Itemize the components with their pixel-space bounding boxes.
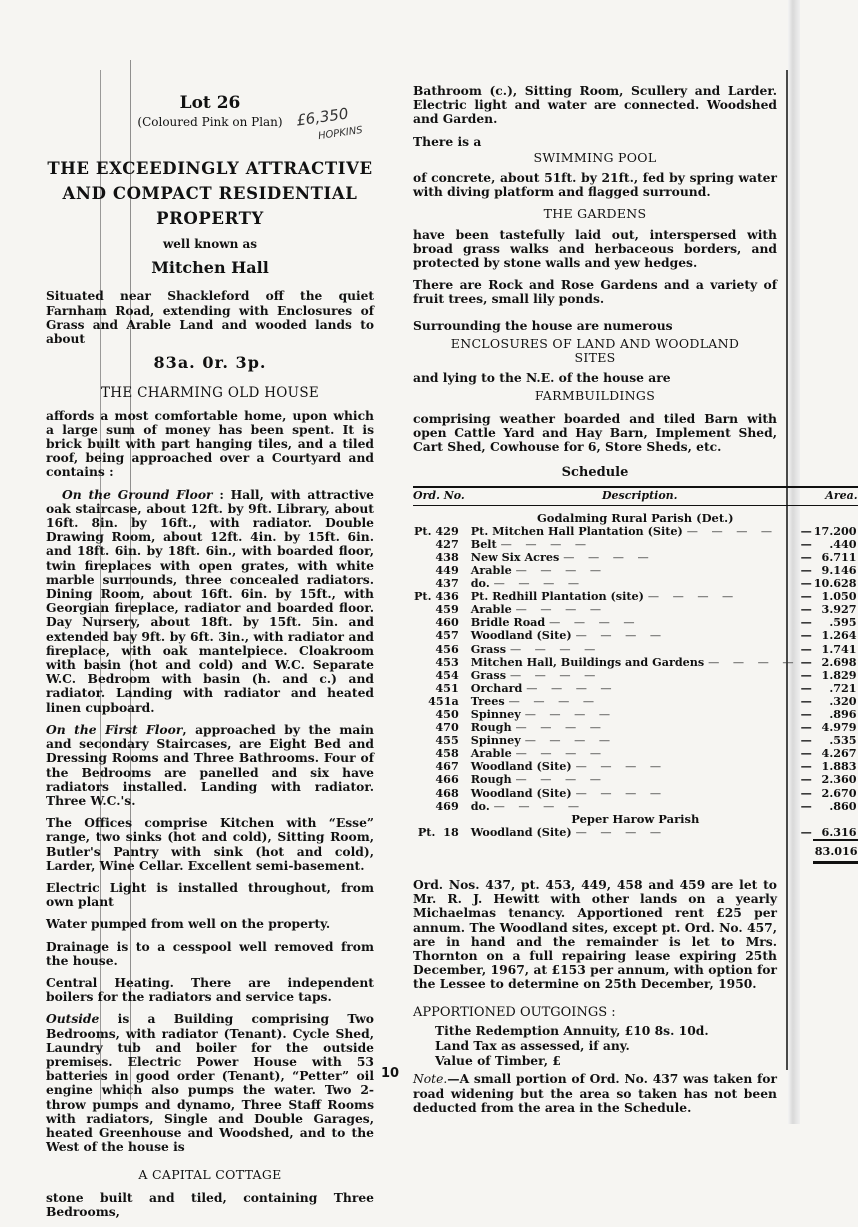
- leader-dashes: — — — —: [508, 694, 600, 708]
- dash-separator: —: [800, 759, 812, 774]
- dash-separator: —: [800, 680, 812, 695]
- ord-no: 449: [435, 562, 459, 577]
- ord-no: 451: [435, 680, 459, 695]
- description: Rough — — — —: [470, 772, 606, 787]
- dash-separator: —: [800, 549, 812, 564]
- area-value: .535: [829, 733, 857, 748]
- leader-dashes: — — — —: [515, 773, 606, 787]
- leader-dashes: — — — —: [493, 799, 585, 813]
- area-value: 2.360: [821, 772, 857, 787]
- area-value: 17.200: [813, 523, 857, 538]
- area-value: 2.670: [821, 785, 857, 800]
- known-as: well known as: [162, 237, 258, 251]
- ord-no: 466: [435, 772, 459, 787]
- leader-dashes: — — — —: [509, 642, 601, 656]
- dash-separator: —: [800, 523, 812, 538]
- ord-no: 455: [435, 733, 459, 748]
- area-value: .595: [829, 615, 857, 630]
- ord-no: 451a: [428, 693, 459, 708]
- headline-line-3: PROPERTY: [156, 209, 264, 228]
- area-value: .440: [829, 536, 857, 551]
- situation-text: Situated near Shackleford off the quiet Farnham Road, extending with Enclosures of Grass and Arable Land and wooded lands to about: [46, 289, 374, 347]
- heating-paragraph: [46, 976, 374, 1004]
- total-area: 83a. 0r. 3p.: [153, 353, 267, 373]
- header-description: Description.: [467, 487, 813, 505]
- area-value: 1.264: [821, 628, 857, 643]
- handwritten-price: £6,350: [295, 104, 350, 130]
- ord-no: 438: [435, 549, 459, 564]
- water-paragraph: [46, 917, 374, 931]
- leader-dashes: — — — —: [526, 681, 617, 695]
- gardens-heading: THE GARDENS: [543, 206, 647, 222]
- enclosures-intro: Surrounding the house are numerous: [413, 317, 673, 333]
- leader-dashes: — — — —: [524, 734, 616, 748]
- dash-separator: —: [800, 798, 812, 813]
- house-intro: affords a most comfortable home, upon which a large sum of money has been spent. It is brick built with part hanging tiles, and a tiled roof, being approached over a Courtyard and contains :: [46, 407, 374, 480]
- outgoing-item: Land Tax as assessed, if any.: [435, 1038, 630, 1054]
- handwritten-buyer: HOPKINS: [317, 124, 364, 143]
- dash-separator: —: [800, 746, 812, 761]
- outside-text: is a Building comprising Two Bedrooms, with radiator (Tenant). Cycle Shed, Laundry tub and boiler for the outside premises. Electric Power House with 53 batteries in good order (Tenant), “Petter” oil engine which also pumps the water. Two 2-throw pumps and dynamo, Three Staff Rooms with radiators, Single and Double Garages, heated Greenhouse and Woodshed, and to the West of the house is: [46, 1011, 374, 1155]
- ord-no: 457: [435, 628, 459, 643]
- ord-no: Pt. 18: [417, 825, 459, 840]
- area-value: 2.698: [821, 654, 857, 669]
- leader-dashes: — — — —: [575, 760, 667, 774]
- headline-line-1: THE EXCEEDINGLY ATTRACTIVE: [47, 159, 373, 178]
- ord-no: 450: [435, 706, 459, 721]
- leader-dashes: — — — —: [515, 563, 607, 577]
- leader-dashes: — — — —: [686, 524, 778, 538]
- leader-dashes: — — — —: [575, 629, 667, 643]
- water-text: pumped from well on the property.: [86, 916, 331, 932]
- leader-dashes: — — — —: [515, 747, 607, 761]
- electric-text: is installed throughout, from own plant: [46, 879, 374, 910]
- outside-paragraph: [46, 1012, 374, 1154]
- description: Spinney — — — —: [470, 733, 616, 748]
- outgoing-item: Tithe Redemption Annuity, £10 8s. 10d.: [435, 1022, 709, 1038]
- cottage-text-continued: Bathroom (c.), Sitting Room, Scullery and Larder. Electric light and water are connected. Woodshed and Garden.: [413, 83, 777, 127]
- description: Woodland (Site) — — — —: [470, 825, 667, 840]
- gardens-text: have been tastefully laid out, interspersed with broad grass walks and herbaceous borders, and protected by stone walls and yew hedges.: [413, 226, 777, 271]
- right-column: [413, 83, 858, 1123]
- area-value: 6.711: [821, 549, 857, 564]
- lot-subtitle: (Coloured Pink on Plan): [137, 115, 283, 129]
- dash-separator: —: [800, 628, 812, 643]
- outside-label: Outside: [46, 1011, 100, 1027]
- pool-heading: SWIMMING POOL: [533, 149, 657, 165]
- dash-separator: —: [800, 785, 812, 800]
- ord-no: Pt. 436: [414, 589, 459, 604]
- parish-heading: Peper Harow Parish: [571, 811, 700, 826]
- description: New Six Acres — — — —: [470, 549, 654, 564]
- description: Orchard — — — —: [470, 680, 617, 695]
- farm-text: comprising weather boarded and tiled Barn with open Cattle Yard and Hay Barn, Implement Shed, Cart Shed, Cowhouse for 6, Store Sheds, etc.: [413, 410, 777, 455]
- area-value: 1.050: [821, 589, 857, 604]
- tenancy-text: Ord. Nos. 437, pt. 453, 449, 458 and 459 are let to Mr. R. J. Hewitt with other lands on a yearly Michaelmas tenancy. Apportioned rent £25 per annum. The Woodland sites, except pt. Ord. No. 457, are in hand and the remainder is let to Mrs. Thornton on a full repairing lease expiring 25th December, 1967, at £153 per annum, with option for the Lessee to determine on 25th December, 1950.: [413, 877, 777, 992]
- note-text: —A small portion of Ord. No. 437 was taken for road widening but the area so taken has not been deducted from the area in the Schedule.: [413, 1071, 777, 1115]
- description: Mitchen Hall, Buildings and Gardens — — — —: [470, 654, 799, 669]
- area-value: .896: [829, 706, 857, 721]
- ord-no: 456: [435, 641, 459, 656]
- description: Woodland (Site) — — — —: [470, 759, 667, 774]
- leader-dashes: — — — —: [708, 655, 799, 669]
- dash-separator: —: [800, 615, 812, 630]
- description: do. — — — —: [470, 798, 585, 813]
- farm-intro: and lying to the N.E. of the house are: [413, 370, 671, 386]
- schedule-title: Schedule: [561, 465, 629, 481]
- first-floor-text: , approached by the main and secondary Staircases, are Eight Bed and Dressing Rooms and Three Bathrooms. Four of the Bedrooms are panelled and six have radiators installed. Landing with radiator. Three W.C.'s.: [46, 721, 374, 808]
- electric-paragraph: [46, 881, 374, 909]
- dash-separator: —: [800, 706, 812, 721]
- heating-text: There are independent boilers for the radiators and service taps.: [46, 974, 374, 1005]
- dash-separator: —: [800, 733, 812, 748]
- description: Arable — — — —: [470, 562, 607, 577]
- page-number: 10: [381, 1066, 400, 1081]
- headline-line-2: AND COMPACT RESIDENTIAL: [62, 184, 358, 203]
- ord-no: 454: [435, 667, 459, 682]
- house-heading: THE CHARMING OLD HOUSE: [100, 385, 320, 402]
- heating-label: Central Heating.: [46, 974, 174, 990]
- total-area-value: 83.016: [813, 840, 858, 863]
- note-label: Note.: [413, 1072, 448, 1087]
- leader-dashes: — — — —: [549, 616, 640, 630]
- dash-separator: —: [800, 693, 812, 708]
- description: Arable — — — —: [470, 602, 607, 617]
- property-name: Mitchen Hall: [151, 258, 269, 278]
- leader-dashes: — — — —: [509, 668, 601, 682]
- area-value: 4.979: [821, 720, 857, 735]
- dash-separator: —: [800, 589, 812, 604]
- area-value: .320: [829, 693, 857, 708]
- dash-separator: —: [800, 667, 812, 682]
- dash-separator: —: [800, 654, 812, 669]
- description: Spinney — — — —: [470, 706, 616, 721]
- dash-separator: —: [800, 576, 812, 591]
- area-value: 4.267: [821, 746, 857, 761]
- area-value: 1.741: [821, 641, 857, 656]
- ord-no: 459: [435, 602, 459, 617]
- total-row: [413, 840, 858, 863]
- farm-heading: FARMBUILDINGS: [534, 388, 656, 404]
- water-label: Water: [46, 916, 87, 932]
- offices-label: The Offices: [46, 815, 132, 831]
- drainage-label: Drainage: [46, 938, 110, 954]
- left-column-body: [46, 156, 374, 1227]
- outgoing-item: Value of Timber, £: [435, 1053, 561, 1069]
- area-value: .860: [829, 798, 857, 813]
- description: Woodland (Site) — — — —: [470, 785, 667, 800]
- ord-no: Pt. 429: [414, 523, 459, 538]
- dash-separator: —: [800, 772, 812, 787]
- description: Bridle Road — — — —: [470, 615, 640, 630]
- description: do. — — — —: [470, 576, 585, 591]
- dash-separator: —: [800, 562, 812, 577]
- dash-separator: —: [800, 825, 812, 840]
- offices-paragraph: [46, 816, 374, 873]
- ground-floor-label: On the Ground Floor: [62, 486, 213, 502]
- leader-dashes: — — — —: [575, 786, 667, 800]
- area-value: .721: [829, 680, 857, 695]
- offices-text: comprise Kitchen with “Esse” range, two sinks (hot and cold), Sitting Room, Butler's Pantry with sink (hot and cold), Larder, Wine Cellar. Excellent semi-basement.: [46, 815, 374, 873]
- description: Belt — — — —: [470, 536, 592, 551]
- description: Pt. Redhill Plantation (site) — — — —: [470, 589, 739, 604]
- leader-dashes: — — — —: [515, 603, 607, 617]
- first-floor-paragraph: [46, 723, 374, 808]
- first-floor-label: On the First Floor: [46, 721, 183, 737]
- leader-dashes: — — — —: [500, 537, 592, 551]
- dash-separator: —: [800, 641, 812, 656]
- leader-dashes: — — — —: [515, 721, 606, 735]
- description: Rough — — — —: [470, 720, 606, 735]
- description: Pt. Mitchen Hall Plantation (Site) — — — —: [470, 523, 778, 538]
- outgoings-heading: APPORTIONED OUTGOINGS :: [413, 1004, 616, 1020]
- cottage-heading: A CAPITAL COTTAGE: [138, 1167, 282, 1183]
- drainage-paragraph: [46, 940, 374, 968]
- area-value: 1.883: [821, 759, 857, 774]
- enclosures-heading-1: ENCLOSURES OF LAND AND WOODLAND: [450, 335, 740, 351]
- leader-dashes: — — — —: [563, 550, 654, 564]
- ord-no: 458: [435, 746, 459, 761]
- ord-no: 460: [435, 615, 459, 630]
- area-value: 3.927: [821, 602, 857, 617]
- enclosures-heading-2: SITES: [574, 350, 616, 366]
- area-value: 1.829: [821, 667, 857, 682]
- table-row: [413, 800, 858, 813]
- dash-separator: —: [800, 602, 812, 617]
- leader-dashes: — — — —: [647, 590, 739, 604]
- dash-separator: —: [800, 720, 812, 735]
- area-value: 9.146: [821, 562, 857, 577]
- schedule-table: [413, 486, 858, 864]
- table-row: [413, 826, 858, 840]
- leader-dashes: — — — —: [575, 826, 667, 840]
- outgoings-list: [413, 1024, 777, 1069]
- leader-dashes: — — — —: [524, 707, 616, 721]
- ord-no: 453: [435, 654, 459, 669]
- description: Grass — — — —: [470, 667, 601, 682]
- area-value: 10.628: [813, 576, 857, 591]
- ord-no: 427: [435, 536, 459, 551]
- pool-intro: There is a: [413, 133, 482, 149]
- description: Grass — — — —: [470, 641, 601, 656]
- note-paragraph: [413, 1072, 777, 1115]
- ord-no: 470: [435, 720, 459, 735]
- cottage-text-start: stone built and tiled, containing Three Bedrooms,: [46, 1189, 374, 1219]
- ord-no: 468: [435, 785, 459, 800]
- pool-text: of concrete, about 51ft. by 21ft., fed by spring water with diving platform and flagged surround.: [413, 170, 777, 200]
- ord-no: 437: [435, 576, 459, 591]
- gardens-text-2: There are Rock and Rose Gardens and a variety of fruit trees, small lily ponds.: [413, 277, 777, 307]
- header-area: Area.: [813, 487, 858, 505]
- ground-floor-text: : Hall, with attractive oak staircase, about 12ft. by 9ft. Library, about 16ft. 8in. by 16ft., with radiator. Double Drawing Room, about 12ft. 4in. by 15ft. 6in. and 18ft. 6in. by 18ft. 6in., with boarded floor, twin fireplaces with open grates, with white marble surrounds, three concealed radiators. Dining Room, about 16ft. 6in. by 15ft., with Georgian fireplace, radiator and boarded floor. Day Nursery, about 18ft. by 15ft. 5in. and extended bay 9ft. by 6ft. 3in., with radiator and fireplace, with oak mantelpiece. Cloakroom with basin (hot and cold) and W.C. Separate W.C. Bedroom with basin (h. and c.) and radiator. Landing with radiator and heated linen cupboard.: [46, 486, 374, 715]
- ord-no: 467: [435, 759, 459, 774]
- description: Woodland (Site) — — — —: [470, 628, 667, 643]
- area-value: 6.316: [821, 824, 857, 839]
- description: Arable — — — —: [470, 746, 607, 761]
- ord-no: 469: [435, 798, 459, 813]
- ground-floor-paragraph: [46, 488, 374, 715]
- lot-title: Lot 26: [179, 93, 241, 113]
- dash-separator: —: [800, 536, 812, 551]
- leader-dashes: — — — —: [493, 577, 585, 591]
- drainage-text: is to a cesspool well removed from the house.: [46, 938, 374, 968]
- parish-heading: Godalming Rural Parish (Det.): [536, 510, 734, 525]
- header-ord-no: Ord. No.: [413, 487, 467, 505]
- electric-label: Electric Light: [46, 879, 147, 895]
- description: Trees — — — —: [470, 693, 600, 708]
